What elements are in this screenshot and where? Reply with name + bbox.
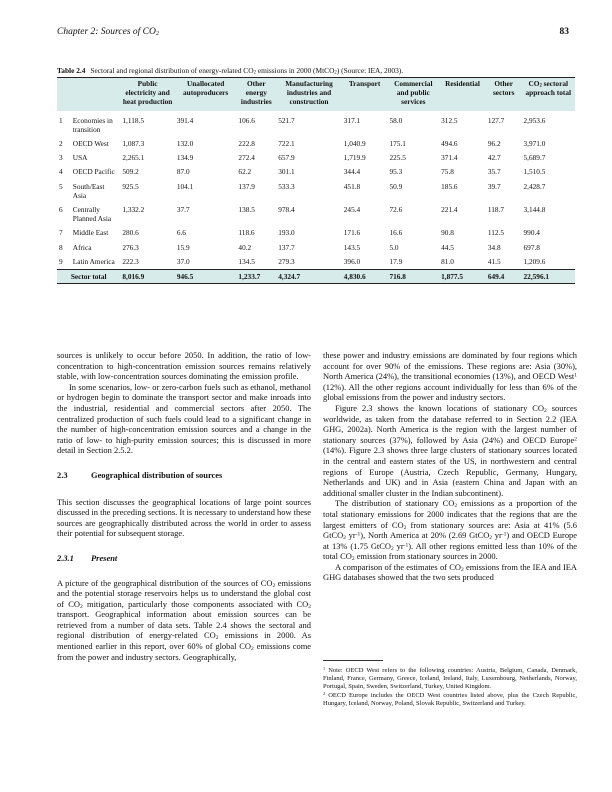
table-header-cell: Other sectors xyxy=(486,78,522,111)
table-cell: 132.0 xyxy=(176,139,194,149)
table-row xyxy=(57,179,575,202)
table-cell: 17.9 xyxy=(389,256,403,266)
table-row xyxy=(57,111,575,137)
table-cell: 58.0 xyxy=(389,115,403,125)
right-column xyxy=(323,350,577,583)
table-cell: 171.6 xyxy=(343,228,361,238)
table-label: Table 2.4 xyxy=(57,66,86,75)
table-cell: 521.7 xyxy=(278,115,295,125)
page-header xyxy=(57,27,569,43)
total-cell: 22,596.1 xyxy=(522,269,575,283)
table-cell: 2,953.6 xyxy=(523,115,546,125)
table-cell: 106.6 xyxy=(238,115,255,125)
row-number: 9 xyxy=(59,256,63,266)
row-number: 4 xyxy=(59,167,63,177)
table-cell: 280.6 xyxy=(122,228,139,238)
table-cell: 72.6 xyxy=(389,205,403,215)
table-cell: 75.8 xyxy=(441,167,454,177)
table-cell: 137.7 xyxy=(278,242,295,252)
table-cell: 15.9 xyxy=(176,242,190,252)
table-cell: 225.5 xyxy=(389,153,406,163)
row-number: 7 xyxy=(59,228,63,238)
table-cell: 42.7 xyxy=(487,153,501,163)
table-cell: 118.6 xyxy=(238,228,255,238)
table-cell: 62.2 xyxy=(238,167,252,177)
paragraph: A picture of the geographical distribution of the sources of $CO_2$ emissions and the potential storage reservoirs helps us to understand the global cost of $CO_2$ mitigation, particularly those components associated with $CO_2$ transport. Geographical information about emission sources can be retrieved from a number of data sets. Table 2.4 shows the sectoral and regional distribution of energy-related $CO_2$ emissions in 2000. As mentioned earlier in this report, over 60% of global $CO_2$ emissions come from the power and industry sectors. Geographically, xyxy=(57,577,311,662)
row-number: 1 xyxy=(59,115,63,125)
row-number: 6 xyxy=(59,205,63,215)
table-header-cell: Unallocated autoproducers xyxy=(175,78,237,111)
table-cell: 90.8 xyxy=(441,228,454,238)
region-name: OECD West xyxy=(72,139,109,149)
total-cell: 946.5 xyxy=(175,269,237,283)
table-cell: 1,040.9 xyxy=(343,139,366,149)
table-cell: 134.5 xyxy=(238,256,255,266)
table-cell: 1,087.3 xyxy=(122,139,145,149)
table-cell: 50.9 xyxy=(389,181,403,191)
table-cell: 494.6 xyxy=(441,139,458,149)
table-cell: 925.5 xyxy=(122,181,139,191)
table-row xyxy=(57,137,575,151)
table-cell: 312.5 xyxy=(441,115,458,125)
table-cell: 276.3 xyxy=(122,242,139,252)
table-cell: 3,144.8 xyxy=(523,205,546,215)
table-cell: 533.3 xyxy=(278,181,295,191)
table-cell: 87.0 xyxy=(176,167,190,177)
table-cell: 137.9 xyxy=(238,181,255,191)
table-header-cell: Manufacturing industries and construction xyxy=(276,78,342,111)
table-cell: 1,118.5 xyxy=(122,115,144,125)
total-cell: 649.4 xyxy=(486,269,522,283)
table-header-cell: $CO_2$ sectoral approach total xyxy=(522,78,575,111)
table-cell: 990.4 xyxy=(523,228,540,238)
table-cell: 5.0 xyxy=(389,242,399,252)
region-name: Centrally Planned Asia xyxy=(72,205,112,224)
table-cell: 175.1 xyxy=(389,139,406,149)
paragraph: A comparison of the estimates of $CO_2$ emissions from the IEA and IEA GHG databases showed that the two sets produced xyxy=(323,561,577,583)
row-number: 2 xyxy=(59,139,63,149)
table-cell: 1,510.5 xyxy=(523,167,546,177)
table-cell: 193.0 xyxy=(278,228,295,238)
table-cell: 37.7 xyxy=(176,205,190,215)
total-label: Sector total xyxy=(57,269,120,283)
paragraph: Figure 2.3 shows the known locations of stationary $CO_2$ sources worldwide, as taken from the database referred to in Section 2.2 (IEA GHG, 2002a). North America is the region with the largest number of stationary sources (37%), followed by Asia (24%) and OECD Europe$^2$ (14%). Figure 2.3 shows three large clusters of stationary sources located in the central and eastern states of the US, in northwestern and central regions of Europe (Austria, Czech Republic, Germany, Hungary, Netherlands and UK) and in Asia (eastern China and Japan with an additional smaller cluster in the Indian subcontinent). xyxy=(323,402,577,498)
table-caption: Table 2.4 Sectoral and regional distribution of energy-related $CO_2$ emissions in 2000 (MtCO$_2$) (Source: IEA, 2003). xyxy=(57,66,404,76)
table-cell: 96.2 xyxy=(487,139,501,149)
table-cell: 1,332.2 xyxy=(122,205,145,215)
table-cell: 95.3 xyxy=(389,167,403,177)
table-cell: 39.7 xyxy=(487,181,501,191)
table-cell: 391.4 xyxy=(176,115,194,125)
table-cell: 317.1 xyxy=(343,115,361,125)
table-cell: 16.6 xyxy=(389,228,403,238)
total-cell: 4,324.7 xyxy=(276,269,342,283)
table-cell: 104.1 xyxy=(176,181,194,191)
table-row xyxy=(57,226,575,240)
table-cell: 138.5 xyxy=(238,205,255,215)
table-cell: 1,719.9 xyxy=(343,153,366,163)
table-cell: 118.7 xyxy=(487,205,505,215)
table-cell: 143.5 xyxy=(343,242,361,252)
table-cell: 1,209.6 xyxy=(523,256,546,266)
table-row xyxy=(57,240,575,254)
table-row xyxy=(57,254,575,269)
table-header-row xyxy=(57,78,575,111)
table-cell: 34.8 xyxy=(487,242,501,252)
table-header-cell xyxy=(57,78,120,111)
table-header-cell: Commercial and public services xyxy=(387,78,439,111)
region-name: South/East Asia xyxy=(72,181,105,200)
table-cell: 3,971.0 xyxy=(523,139,546,149)
table-cell: 396.0 xyxy=(343,256,361,266)
region-name: OECD Pacific xyxy=(72,167,115,177)
footnote-1: $^1$ Note: OECD West refers to the following countries: Austria, Belgium, Canada, Denmark, Finland, France, Germany, Greece, Iceland, Ireland, Italy, Luxembourg, Netherlands, Norway, Portugal, Spain, Sweden, Switzerland, Turkey, United Kingdom. xyxy=(323,665,578,691)
paragraph: these power and industry emissions are dominated by four regions which account for over 90% of the emissions. These regions are: Asia (30%), North America (24%), the transitional economies (13%), and OECD West$^1$ (12%). All the other regions account individually for less than 6% of the global emissions from the power and industry sectors. xyxy=(323,350,577,403)
table-cell: 112.5 xyxy=(487,228,505,238)
table-total-row xyxy=(57,269,575,283)
paragraph: This section discusses the geographical locations of large point sources discussed in the preceding sections. It is necessary to understand how these sources are geographically distributed across the world in order to assess their potential for subsequent storage. xyxy=(57,496,311,539)
table-cell: 41.5 xyxy=(487,256,501,266)
total-cell: 1,877.5 xyxy=(439,269,486,283)
table-cell: 344.4 xyxy=(343,167,361,177)
table-header-cell: Public electricity and heat production xyxy=(120,78,174,111)
paragraph: In some scenarios, low- or zero-carbon fuels such as ethanol, methanol or hydrogen begin to dominate the transport sector and make inroads into the industrial, residential and commercial sectors after 2050. The centralized production of such fuels could lead to a significant change in the number of high-concentration emission sources and a change in the ratio of low- to high-purity emission sources; this is discussed in more detail in Section 2.5.2. xyxy=(57,381,311,456)
region-name: Middle East xyxy=(72,228,109,238)
table-cell: 222.3 xyxy=(122,256,139,266)
table-cell: 451.8 xyxy=(343,181,361,191)
page-number: 83 xyxy=(559,27,569,37)
chapter-title: Chapter 2: Sources of $CO_2$ xyxy=(57,27,159,37)
table-cell: 37.0 xyxy=(176,256,190,266)
table-header-cell: Residential xyxy=(439,78,486,111)
table-cell: 6.6 xyxy=(176,228,186,238)
table-header-cell: Transport xyxy=(342,78,388,111)
table-cell: 978.4 xyxy=(278,205,295,215)
region-name: Economies in transition xyxy=(72,115,113,134)
region-name: Latin America xyxy=(72,256,115,266)
table-cell: 301.1 xyxy=(278,167,295,177)
paragraph: The distribution of stationary $CO_2$ emissions as a proportion of the total stationary emissions for 2000 indicates that the regions that are the largest emitters of $CO_2$ from stationary sources are: Asia at 41% (5.6 GtCO$_2$ $yr^{-1}$), North America at 20% (2.69 GtCO$_2$ $yr^{-1}$) and OECD Europe at 13% (1.75 GtCO$_2$ $yr^{-1}$). All other regions emitted less than 10% of the total $CO_2$ emission from stationary sources in 2000. xyxy=(323,498,578,563)
table-cell: 2,428.7 xyxy=(523,181,546,191)
paragraph: sources is unlikely to occur before 2050. In addition, the ratio of low-concentration to high-concentration emission sources remains relatively stable, with low-concentration sources dominating the emission profile. xyxy=(57,350,311,382)
table-cell: 5,689.7 xyxy=(523,153,546,163)
section-heading: 2.3 Geographical distribution of sources xyxy=(57,469,223,480)
table-cell: 2,265.1 xyxy=(122,153,145,163)
total-cell: 1,233.7 xyxy=(236,269,276,283)
total-cell: 716.8 xyxy=(387,269,439,283)
footnotes xyxy=(323,667,577,708)
table-cell: 81.0 xyxy=(441,256,454,266)
table-cell: 222.8 xyxy=(238,139,255,149)
total-cell: 4,830.6 xyxy=(342,269,388,283)
table-cell: 245.4 xyxy=(343,205,361,215)
emissions-table xyxy=(57,77,575,284)
table-row xyxy=(57,203,575,226)
table-cell: 40.2 xyxy=(238,242,252,252)
row-number: 8 xyxy=(59,242,63,252)
total-cell: 8,016.9 xyxy=(120,269,174,283)
table-cell: 185.6 xyxy=(441,181,458,191)
table-cell: 127.7 xyxy=(487,115,505,125)
table-cell: 272.4 xyxy=(238,153,255,163)
region-name: USA xyxy=(72,153,88,163)
table-cell: 44.5 xyxy=(441,242,454,252)
row-number: 5 xyxy=(59,181,63,191)
footnote-rule xyxy=(323,660,383,661)
table-cell: 697.8 xyxy=(523,242,540,252)
footnote-2: $^2$ OECD Europe includes the OECD West countries listed above, plus the Czech Republic, Hungary, Iceland, Norway, Poland, Slovak Republic, Switzerland and Turkey. xyxy=(323,690,578,707)
table-row xyxy=(57,165,575,179)
table-cell: 722.1 xyxy=(278,139,295,149)
table-cell: 657.9 xyxy=(278,153,295,163)
row-number: 3 xyxy=(59,153,63,163)
table-row xyxy=(57,151,575,165)
table-cell: 134.9 xyxy=(176,153,194,163)
table-cell: 279.3 xyxy=(278,256,295,266)
table-cell: 35.7 xyxy=(487,167,501,177)
subsection-heading: 2.3.1 Present xyxy=(57,552,118,563)
table-cell: 371.4 xyxy=(441,153,458,163)
table-cell: 509.2 xyxy=(122,167,139,177)
left-column xyxy=(57,350,311,662)
table-header-cell: Other energy industries xyxy=(236,78,276,111)
region-name: Africa xyxy=(72,242,92,252)
table-cell: 221.4 xyxy=(441,205,458,215)
